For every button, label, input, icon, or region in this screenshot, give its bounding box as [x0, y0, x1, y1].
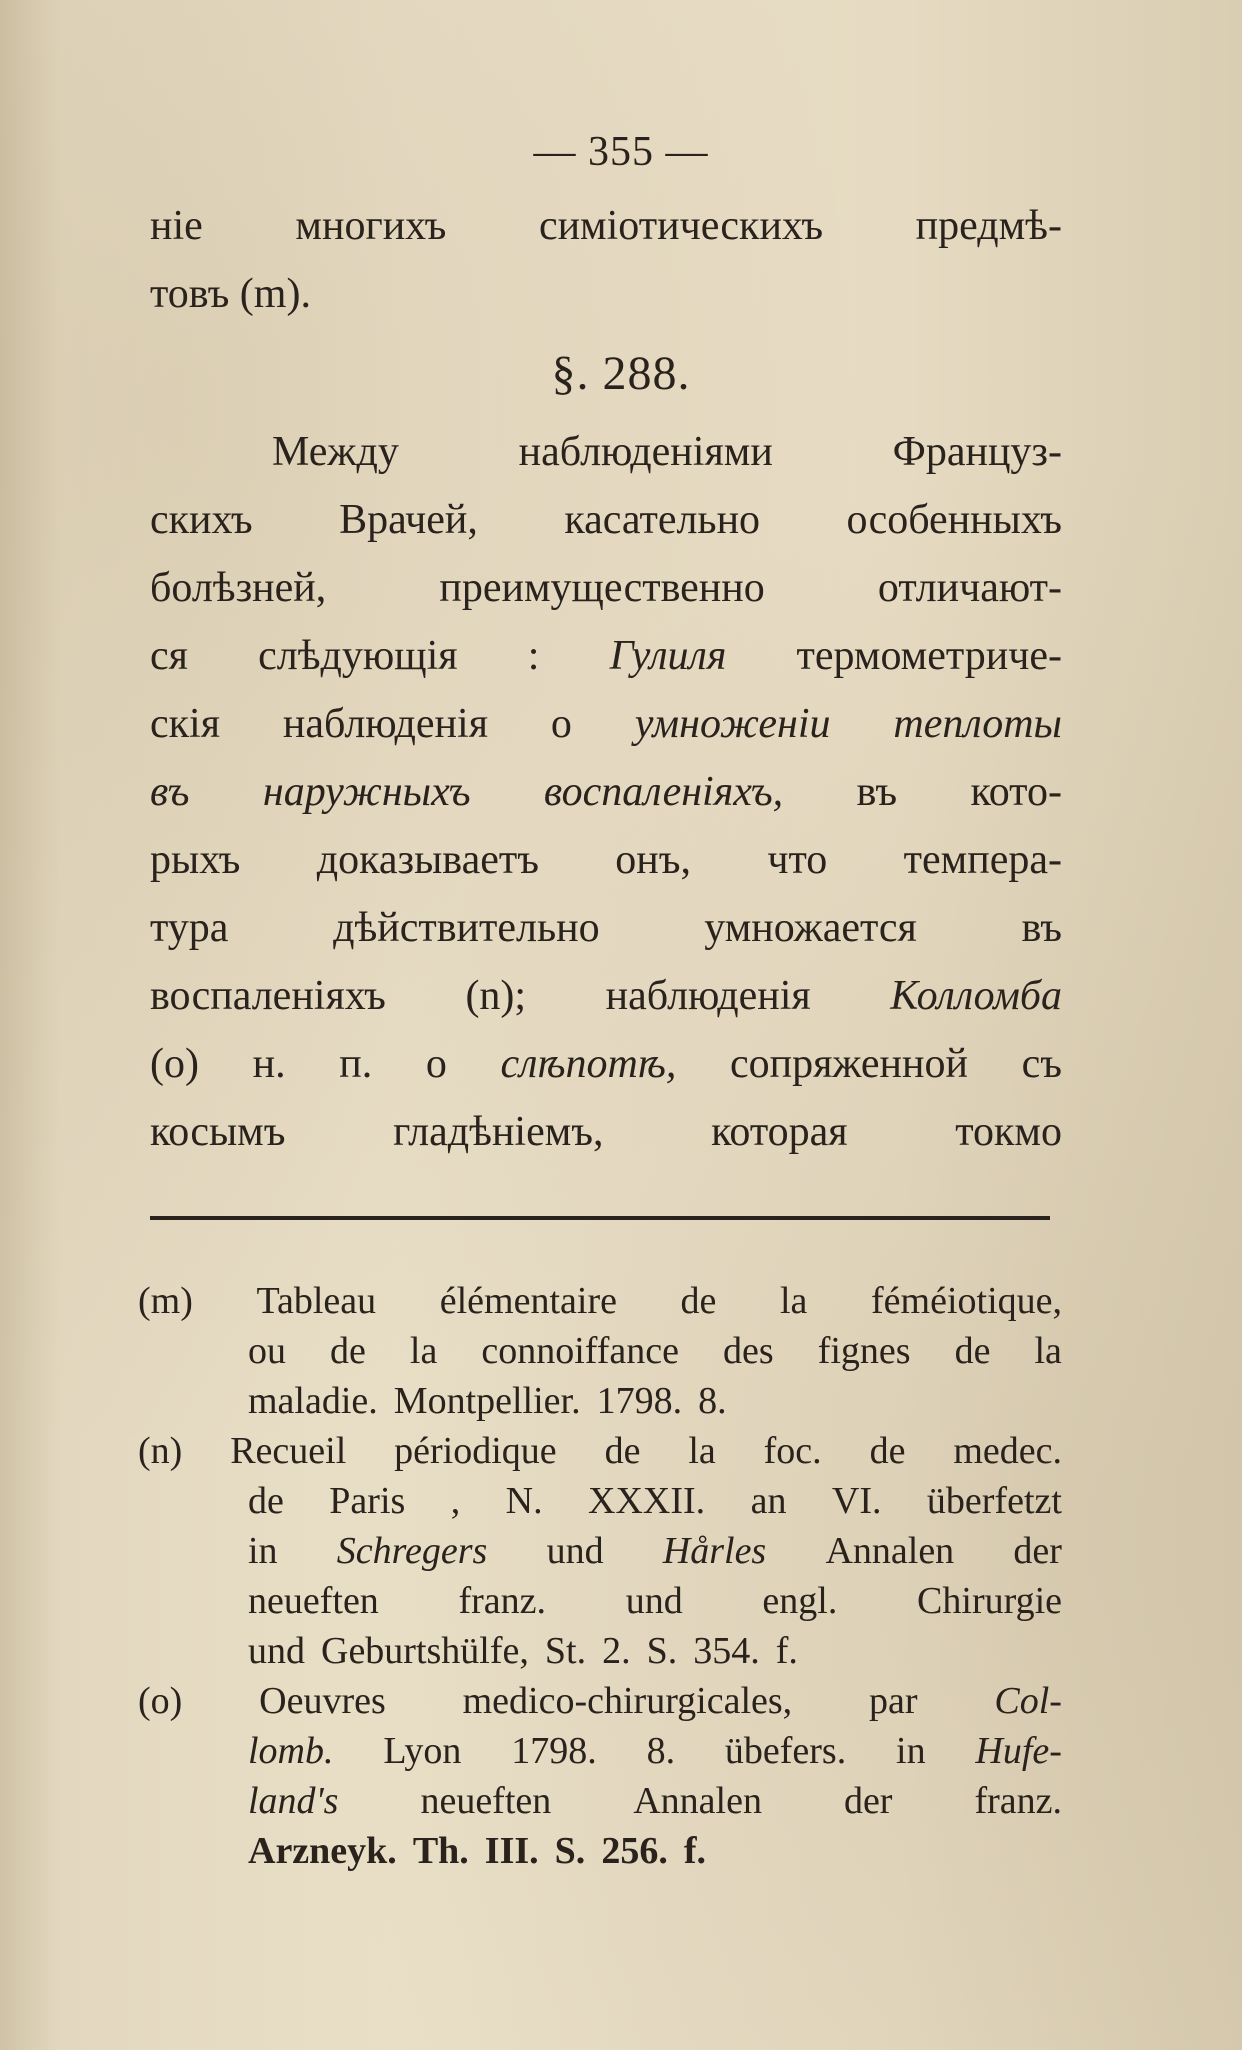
word: Француз- [892, 429, 1062, 475]
word: VI. [831, 1480, 882, 1522]
word: überfetzt [926, 1480, 1062, 1522]
paragraph-line [150, 1030, 1062, 1098]
word: und [248, 1630, 305, 1672]
footnote-line [138, 1526, 1062, 1576]
word: S. [554, 1830, 586, 1872]
word: an [750, 1480, 787, 1522]
footnote-line [138, 1476, 1062, 1526]
word: тура [150, 905, 229, 951]
paragraph-line [150, 418, 1062, 486]
word: (o) [138, 1680, 183, 1722]
word: темпера- [903, 837, 1062, 883]
continuation-text [150, 192, 1062, 328]
word: engl. [762, 1580, 838, 1622]
section-heading: §. 288. [551, 347, 691, 400]
footnotes [138, 1276, 1062, 1876]
word: въ [150, 769, 190, 815]
word: (n); [465, 973, 527, 1019]
word: Oeuvres [259, 1680, 386, 1722]
footnote-line [138, 1726, 1062, 1776]
word: преимущественно [439, 565, 765, 611]
word: la [688, 1430, 716, 1472]
word: о [550, 701, 572, 747]
word: 1798. [596, 1380, 683, 1422]
word: St. [544, 1630, 587, 1672]
word: Col- [994, 1680, 1062, 1722]
word: многихъ [295, 203, 447, 249]
word: de [680, 1280, 717, 1322]
word: der [843, 1780, 893, 1822]
word: рыхъ [150, 837, 241, 883]
paragraph-line [150, 486, 1062, 554]
word: которая [711, 1109, 848, 1155]
word: онъ, [615, 837, 691, 883]
word: скія [150, 701, 221, 747]
text-line-content: товъ (m). [150, 271, 311, 317]
word: fignes [817, 1330, 911, 1372]
footnote [138, 1676, 1062, 1876]
word: о [425, 1041, 447, 1087]
word: п. [339, 1041, 373, 1087]
paragraph-line [150, 758, 1062, 826]
footnote [138, 1276, 1062, 1426]
word: de [248, 1480, 284, 1522]
word: : [527, 633, 540, 679]
footnote [138, 1426, 1062, 1676]
paragraph-line [150, 826, 1062, 894]
word: 8. [646, 1730, 676, 1772]
word: 354. [693, 1630, 760, 1672]
word: Montpellier. [393, 1380, 581, 1422]
word: умноженіи [634, 701, 831, 747]
word: доказываетъ [316, 837, 539, 883]
word: Recueil [230, 1430, 347, 1472]
word: und [546, 1530, 604, 1572]
word: Geburtshülfe, [321, 1630, 529, 1672]
word: Paris [329, 1480, 406, 1522]
word: въ [1021, 905, 1062, 951]
word: land's [248, 1780, 339, 1822]
word: въ [856, 769, 898, 815]
word: Annalen [633, 1780, 762, 1822]
word: in [896, 1730, 926, 1772]
word: , [450, 1480, 461, 1522]
footnote-line [138, 1376, 1062, 1426]
word: кото- [970, 769, 1062, 815]
word: N. [505, 1480, 543, 1522]
word: ніе [150, 203, 203, 249]
footnote-line [138, 1276, 1062, 1326]
paragraph-line [150, 962, 1062, 1030]
word: особенныхъ [846, 497, 1062, 543]
word: наблюденія [605, 973, 811, 1019]
paragraph [150, 418, 1062, 1166]
footnote-line [138, 1626, 1062, 1676]
word: la [1034, 1330, 1062, 1372]
word: der [1013, 1530, 1062, 1572]
word: токмо [955, 1109, 1062, 1155]
word: III. [484, 1830, 539, 1872]
word: la [780, 1280, 808, 1322]
word: Врачей, [339, 497, 478, 543]
paragraph-line [150, 622, 1062, 690]
word: ou [248, 1330, 286, 1372]
word: Между [272, 429, 399, 475]
word: f. [775, 1630, 798, 1672]
page-number: — 355 — [533, 129, 709, 175]
word: franz. [458, 1580, 547, 1622]
word: воспаленіяхъ, [543, 769, 784, 815]
word: Annalen [825, 1530, 955, 1572]
word: de [954, 1330, 991, 1372]
word: f. [683, 1830, 706, 1872]
word: н. [252, 1041, 286, 1087]
word: lomb. [248, 1730, 334, 1772]
paragraph-line [150, 1098, 1062, 1166]
word: Колломба [890, 973, 1062, 1019]
word: косымъ [150, 1109, 286, 1155]
word: умножается [704, 905, 917, 951]
word: neueften [420, 1780, 552, 1822]
footnote-line [138, 1576, 1062, 1626]
word: Гулиля [609, 633, 727, 679]
footnote-line [138, 1776, 1062, 1826]
word: наблюденія [282, 701, 489, 747]
word: (o) [150, 1041, 199, 1087]
word: 8. [698, 1380, 727, 1422]
word: гладѣніемъ, [393, 1109, 604, 1155]
word: in [248, 1530, 278, 1572]
word: medec. [953, 1430, 1062, 1472]
word: слѣпотѣ, [500, 1041, 677, 1087]
word: сопряженной [729, 1041, 968, 1087]
word: par [869, 1680, 918, 1722]
word: Hårles [662, 1530, 767, 1572]
word: de [604, 1430, 641, 1472]
paragraph-line [150, 894, 1062, 962]
word: наблюденіями [518, 429, 773, 475]
word: XXXII. [588, 1480, 706, 1522]
paragraph-line [150, 554, 1062, 622]
word: Hufe- [975, 1730, 1062, 1772]
word: 1798. [511, 1730, 597, 1772]
word: болѣзней, [150, 565, 327, 611]
word: дѣйствительно [333, 905, 600, 951]
footnote-line [138, 1426, 1062, 1476]
footnote-divider [150, 1216, 1050, 1220]
word: périodique [394, 1430, 557, 1472]
word: übefers. [724, 1730, 847, 1772]
word: съ [1021, 1041, 1062, 1087]
footnote-line [138, 1326, 1062, 1376]
word: foc. [763, 1430, 822, 1472]
word: Th. [412, 1830, 469, 1872]
word: de [330, 1330, 366, 1372]
word: теплоты [893, 701, 1062, 747]
word: franz. [974, 1780, 1062, 1822]
text-line [150, 260, 1062, 328]
word: Arzneyk. [248, 1830, 397, 1872]
word: что [767, 837, 828, 883]
word: скихъ [150, 497, 253, 543]
footnote-line [138, 1676, 1062, 1726]
footnote-line [138, 1826, 1062, 1876]
word: наружныхъ [262, 769, 471, 815]
word: medico-chirurgicales, [462, 1680, 793, 1722]
word: Schregers [336, 1530, 488, 1572]
word: Chirurgie [917, 1580, 1062, 1622]
word: élémentaire [439, 1280, 617, 1322]
text-line [150, 192, 1062, 260]
word: (m) [138, 1280, 193, 1322]
word: предмѣ- [915, 203, 1062, 249]
word: neueften [248, 1580, 379, 1622]
word: (n) [138, 1430, 183, 1472]
word: термометриче- [796, 633, 1062, 679]
word: 2. [602, 1630, 631, 1672]
word: касательно [564, 497, 761, 543]
word: симіотическихъ [538, 203, 824, 249]
word: отличают- [877, 565, 1062, 611]
word: des [723, 1330, 774, 1372]
word: la [409, 1330, 438, 1372]
word: воспаленіяхъ [150, 973, 386, 1019]
word: maladie. [248, 1380, 378, 1422]
word: connoiffance [481, 1330, 680, 1372]
word: de [869, 1430, 906, 1472]
word: 256. [601, 1830, 668, 1872]
word: слѣдующія [258, 633, 458, 679]
word: Lyon [383, 1730, 462, 1772]
word: Tableau [256, 1280, 377, 1322]
word: ся [150, 633, 188, 679]
word: und [625, 1580, 683, 1622]
word: féméiotique, [871, 1280, 1062, 1322]
word: S. [646, 1630, 678, 1672]
paragraph-line [150, 690, 1062, 758]
